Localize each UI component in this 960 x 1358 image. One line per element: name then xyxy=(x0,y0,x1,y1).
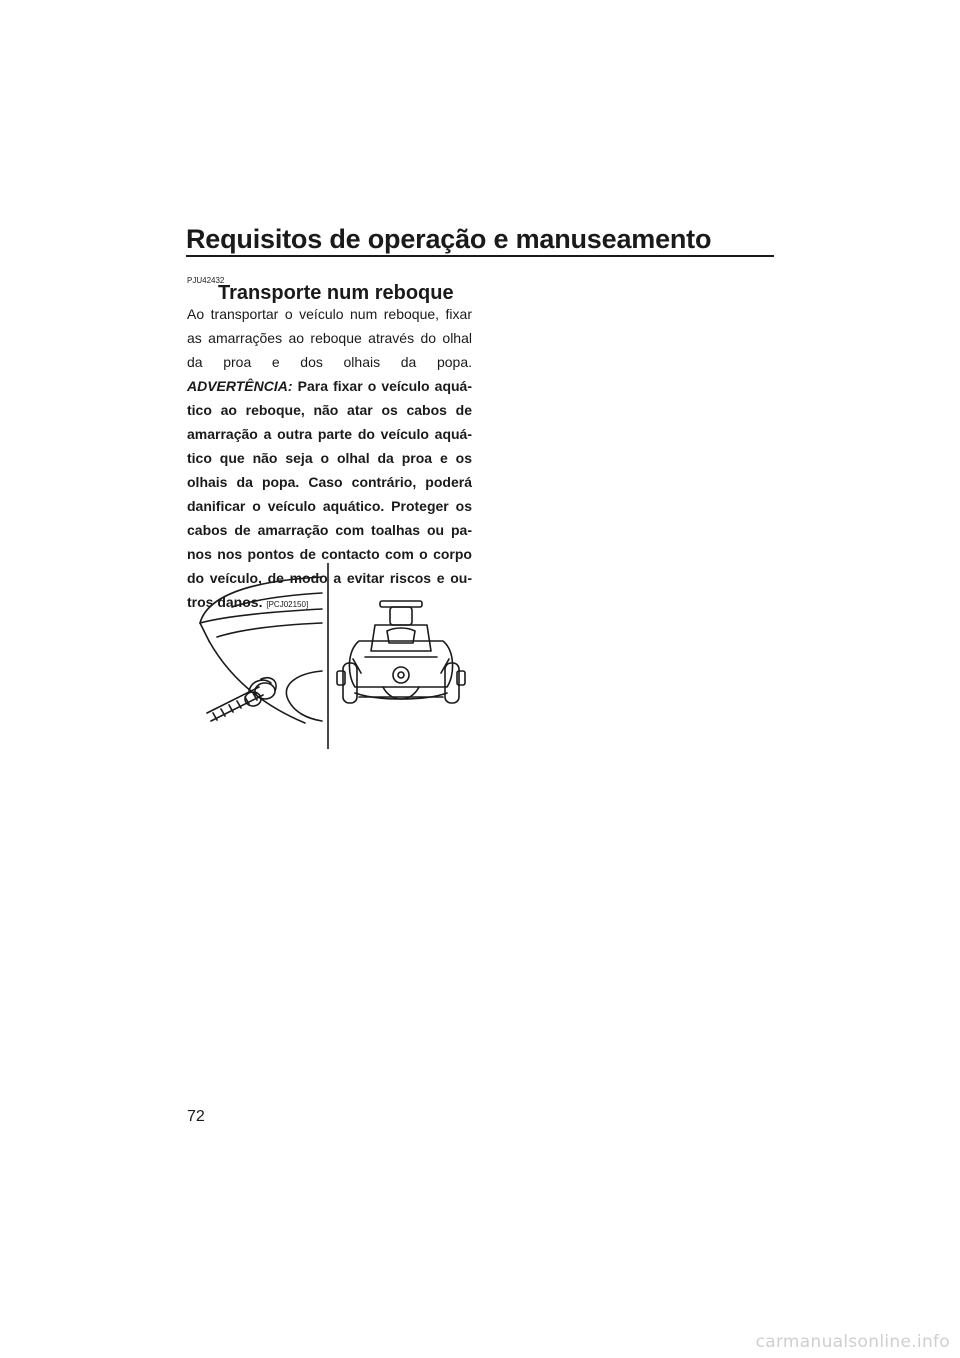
header-rule xyxy=(186,255,774,257)
trailer-stern-drawing xyxy=(337,601,465,703)
warning-code: [PCJ02150] xyxy=(266,600,309,609)
warning-label: ADVERTÊNCIA: xyxy=(187,378,293,394)
page-header xyxy=(186,222,774,256)
bow-eye-tie-down-drawing xyxy=(200,577,322,723)
page-number: 72 xyxy=(187,1108,205,1125)
section-title: Transporte num reboque xyxy=(218,282,454,304)
intro-paragraph: Ao transportar o veículo num reboque, fixar as amarrações ao reboque através do olhal da proa e dos olhais da popa. xyxy=(187,306,472,370)
watermark: carmanualsonline.info xyxy=(755,1332,950,1352)
page-title: Requisitos de operação e manuseamento xyxy=(186,224,712,254)
trailer-tie-down-illustration xyxy=(187,563,471,749)
warning-text: Para fixar o veículo aquá-tico ao reboque, não atar os cabos de amarração a outra parte do veículo aquá-tico que não seja o olhal da proa e os olhais da popa. Caso contrário, poderá danificar o veículo aquático. Proteger os cabos de amarração com toalhas ou pa-nos nos pontos de contacto com o corpo do veículo, de modo a evitar riscos e ou-tros danos. xyxy=(187,378,473,610)
section-code: PJU42432 xyxy=(187,276,225,285)
